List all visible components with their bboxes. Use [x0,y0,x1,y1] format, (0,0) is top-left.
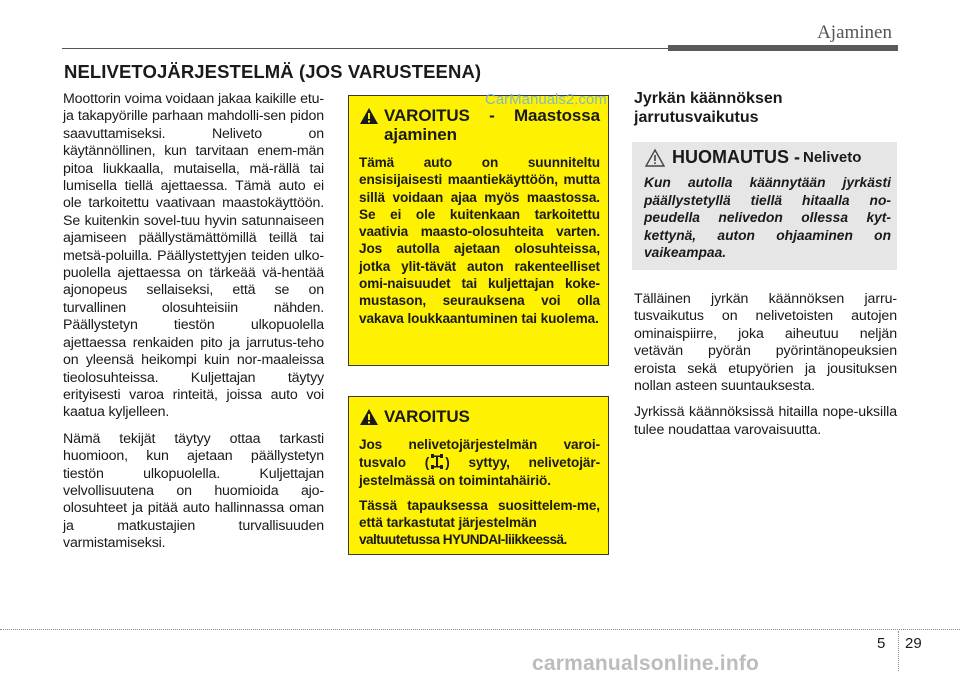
section-title: NELIVETOJÄRJESTELMÄ (JOS VARUSTEENA) [64,61,482,82]
notice-box [632,142,897,270]
warning-box-offroad [348,95,609,366]
column-1 [63,91,324,562]
warning-triangle-icon [359,107,379,125]
warning-triangle-icon [359,408,379,426]
warning-text-part: valtuutetussa HYUNDAI-liikkeessä. [359,532,567,548]
warning-text [359,497,600,549]
notice-title: HUOMAUTUS - [672,147,800,167]
warning-text-part: Jos nelivetojärjestelmän varoi-tusvalo ( [359,437,600,471]
warning-text-part: ) syttyy, nelivetojär-jestelmässä on toimintahäiriö. [359,455,601,488]
body-paragraph: Moottorin voima voidaan jakaa kaikille etu- ja takapyörille parhaan mahdolli-sen pidon saavuttamiseksi. Neliveto on käytännöllinen, kun tarvitaan enem-män pitoa liukkaalla, mutaisella, mä-rällä tai lumisella tiellä ajettaessa. Tämä auto ei ole tarkoitettu vaativaan maastokäyttöön. Se kuitenkin sovel-tuu hyvin satunnaiseen ajamiseen päällystämättömillä teillä tai metsä-poluilla. Päällystettyjen teiden ulko-puolella ajettaessa on tärkeää vä-hentää ajonopeus sellaiseksi, että se on turvallinen olosuhteisiin nähden. Päällystetyn tiestön ulkopuolella ajettaessa renkaiden pito ja jarrutus-teho on yleensä heikompi kuin nor-maaleissa tieolosuhteissa. Kuljettajan täytyy erityisesti varoa rinteitä, joissa auto voi kaatua kyljelleen. [63,91,324,421]
caution-triangle-outline-icon [644,148,666,168]
watermark-bottom: carmanualsonline.info [532,652,760,675]
footer-separator [898,631,899,671]
warning-title: VAROITUS [384,407,470,426]
notice-text: Kun autolla käännytään jyrkästi päällystetyllä tiellä hitaalla no-peudella nelivedon ollessa kyt-kettynä, auton ohjaaminen on vaikeampaa. [644,175,891,261]
subsection-heading: Jyrkän käännöksen jarrutusvaikutus [634,90,783,126]
body-paragraph: Tälläinen jyrkän käännöksen jarru-tusvaikutus on nelivetoisten autojen ominaispiirre, joka aiheutuu neljän vetävän pyörän pyörintänopeuksien eroista sekä etupyörien ja jousituksen nollan asteen suuntauksesta. [634,291,897,395]
warning-box-awd [348,396,609,555]
column-3 [634,291,897,448]
warning-text [359,436,600,489]
warning-title-row [359,407,600,426]
page-number: 29 [905,635,922,652]
footer-dotted-rule [0,629,960,630]
notice-subtitle: Neliveto [803,149,862,166]
notice-title-row [644,147,891,168]
body-paragraph: Nämä tekijät täytyy ottaa tarkasti huomioon, kun ajetaan päällystetyn tiestön ulkopuolella. Kuljettajan velvollisuutena on huomioida ajo-olosuhteet ja pitää auto hallinnassa oman ja matkustajien turvallisuuden varmistamiseksi. [63,430,324,552]
warning-title-row [359,106,600,144]
warning-title: VAROITUS - Maastossa ajaminen [384,106,600,144]
chapter-number: 5 [877,635,886,652]
chapter-title: Ajaminen [817,22,892,43]
warning-text-part: Tässä tapauksessa suosittelem-me, että tarkastutat järjestelmän [359,497,600,531]
watermark-top: CarManuals2.com [485,91,607,108]
header-rule [62,48,672,49]
warning-text: Tämä auto on suunniteltu ensisijaisesti maantiekäyttöön, mutta sillä voidaan ajaa myös maastossa. Se ei ole kuitenkaan tarkoitettu vaativia maasto-olosuhteita varten. Jos autolla ajetaan olosuhteissa, jotka ylit-tävät auton rakenteelliset omi-naisuudet tai kuljettajan koke-mustason, seurauksena voi olla vakava loukkaantuminen tai kuolema. [359,155,600,326]
body-paragraph: Jyrkissä käännöksissä hitailla nope-uksilla tulee noudattaa varovaisuutta. [634,404,897,438]
header-bar [668,45,898,51]
awd-warning-lamp-icon [429,453,445,470]
